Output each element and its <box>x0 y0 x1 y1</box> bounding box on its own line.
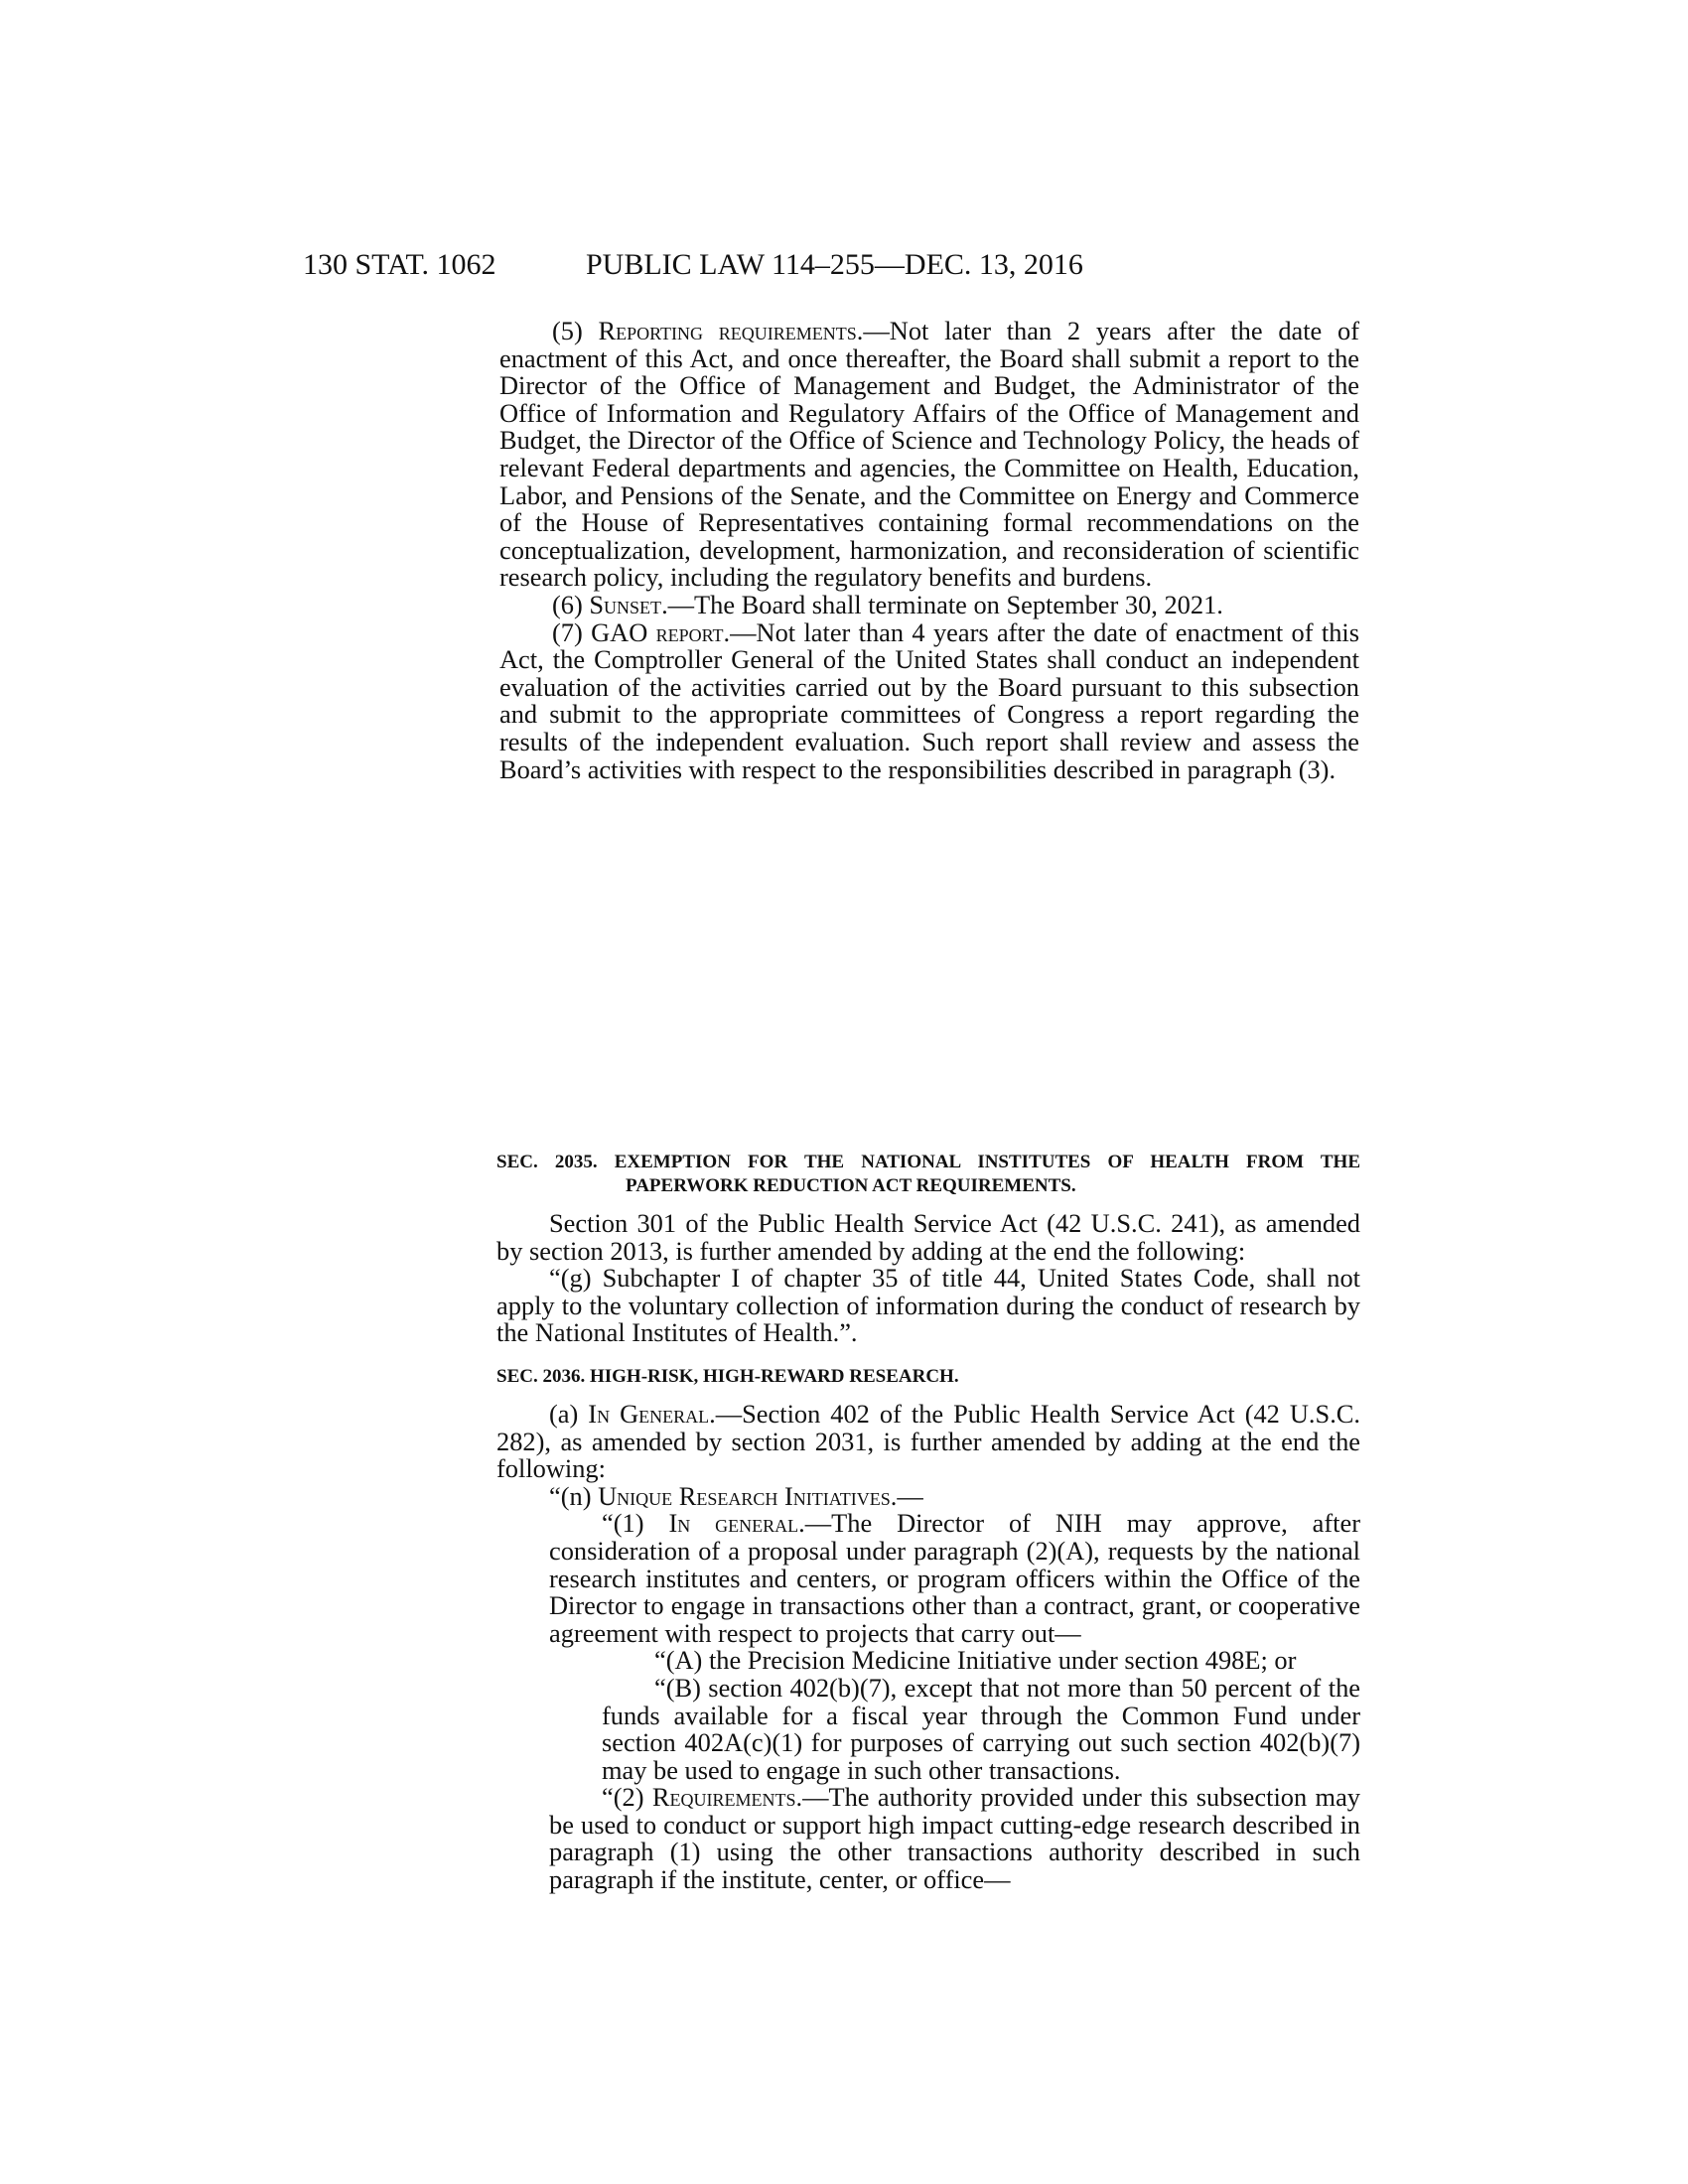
law-title: PUBLIC LAW 114–255—DEC. 13, 2016 <box>586 248 1083 281</box>
paragraph-6-heading: Sunset <box>589 589 662 619</box>
paragraph-6: (6) Sunset.—The Board shall terminate on September 30, 2021. <box>552 589 1223 619</box>
sec-2036-subsection-n: “(n) Unique Research Initiatives.— <box>549 1480 923 1511</box>
paragraph-5-heading: Reporting requirements <box>598 316 857 345</box>
stat-reference: 130 STAT. 1062 <box>303 248 496 281</box>
sec-2036-heading: SEC. 2036. HIGH-RISK, HIGH-REWARD RESEARCH. <box>496 1365 959 1387</box>
paragraph-7-heading: report <box>655 616 724 647</box>
paragraph-7: (7) GAO report.—Not later than 4 years after the date of enactment of this Act, the Comptroller General of the United States shall conduct an independent evaluation of the activities carried out by the Board pursuant to this subsection and submit to the appropriate committees of Congress a report regarding the results of the independent evaluation. Such report shall review and assess the Board’s activities with respect to the responsibilities described in paragraph (3). <box>499 616 1359 784</box>
sec-2036-subsection-a: (a) In General.—Section 402 of the Public Health Service Act (42 U.S.C. 282), as amended by section 2031, is further amended by adding at the end the following: <box>496 1398 1361 1484</box>
sec-2036-n-1-B: “(B) section 402(b)(7), except that not more than 50 percent of the funds available for a fiscal year through the Common Fund under section 402A(c)(1) for purposes of carrying out such section 402(b)(7) may be used to engage in such other transactions. <box>602 1672 1360 1785</box>
sections-block <box>496 1137 1360 1894</box>
sec-2035-body-1: Section 301 of the Public Health Service Act (42 U.S.C. 241), as amended by section 2013, is further amended by adding at the end the following: <box>496 1208 1360 1266</box>
paragraph-5: (5) Reporting requirements.—Not later than 2 years after the date of enactment of this Act, and once thereafter, the Board shall submit a report to the Director of the Office of Management and Budget, the Administrator of the Office of Information and Regulatory Affairs of the Office of Management and Budget, the Director of the Office of Science and Technology Policy, the heads of relevant Federal departments and agencies, the Committee on Health, Education, Labor, and Pensions of the Senate, and the Committee on Energy and Commerce of the House of Representatives containing formal recommendations on the conceptualization, development, harmonization, and reconsideration of scientific research policy, including the regulatory benefits and burdens. <box>499 316 1359 593</box>
sec-2035-body-2: “(g) Subchapter I of chapter 35 of title 44, United States Code, shall not apply to the voluntary collection of information during the conduct of research by the National Institutes of Health.”. <box>496 1263 1360 1348</box>
page-header <box>303 248 1375 288</box>
sec-2036-n-1-A: “(A) the Precision Medicine Initiative under section 498E; or <box>654 1645 1297 1676</box>
subsection-paragraphs <box>499 318 1359 783</box>
sec-2036-n-2: “(2) Requirements.—The authority provided under this subsection may be used to conduct or support high impact cutting-edge research described in paragraph (1) using the other transactions authority described in such paragraph if the institute, center, or office— <box>549 1782 1360 1895</box>
sec-2036-n-1: “(1) In general.—The Director of NIH may approve, after consideration of a proposal under paragraph (2)(A), requests by the national research institutes and centers, or program officers within the Office of the Director to engage in transactions other than a contract, grant, or cooperative agreement with respect to projects that carry out— <box>549 1508 1360 1648</box>
sec-2035-heading: SEC. 2035. EXEMPTION FOR THE NATIONAL INSTITUTES OF HEALTH FROM THE PAPERWORK REDUCTION ACT REQUIREMENTS. <box>496 1152 1360 1196</box>
